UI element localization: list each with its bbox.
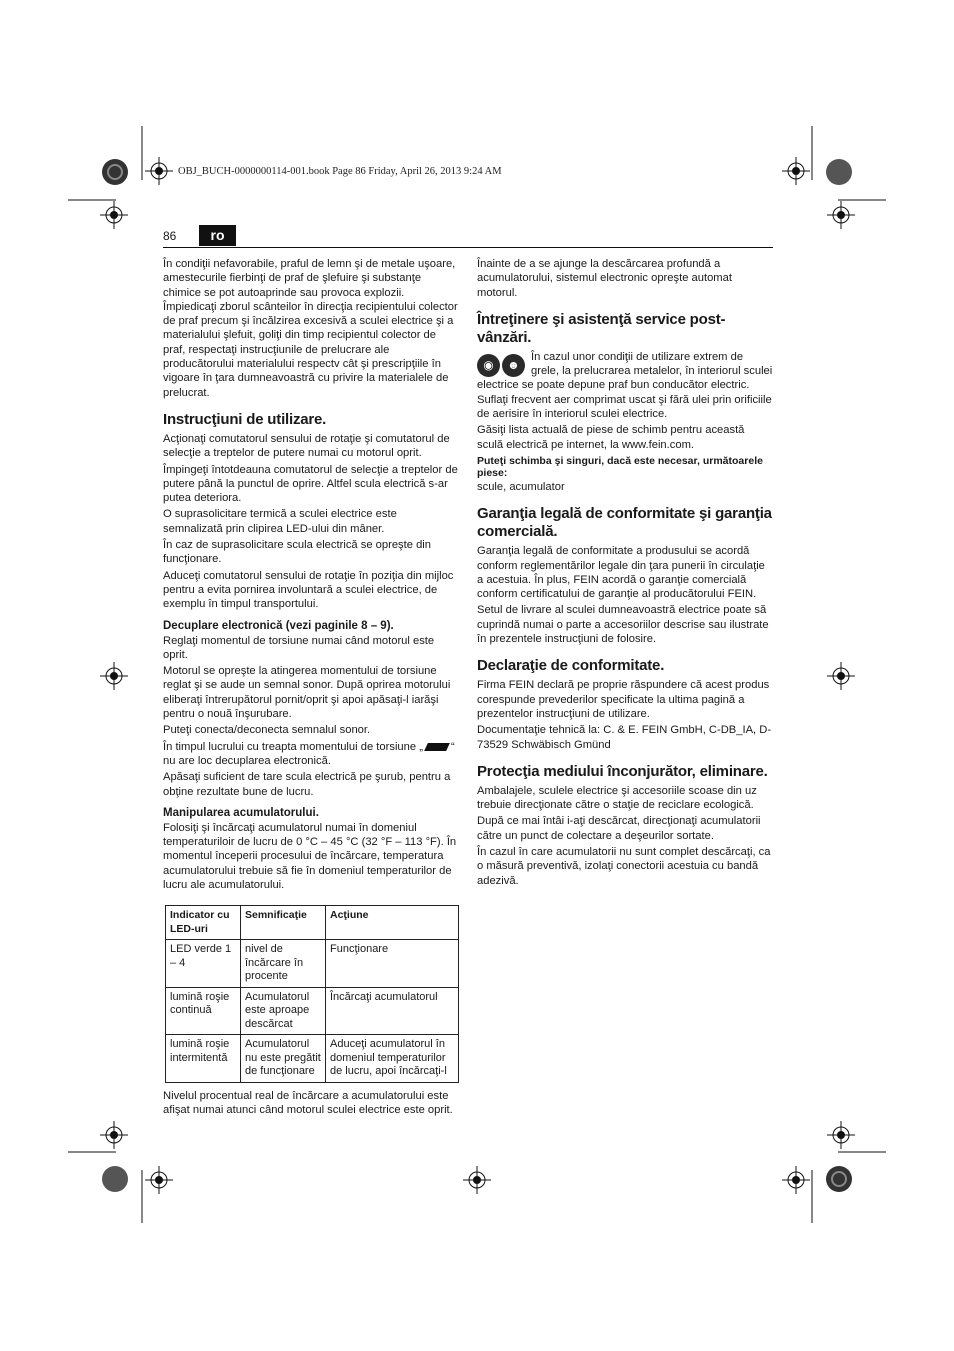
conformity-paragraph: Documentaţie tehnică la: C. & E. FEIN GmbH, C-DB_IA, D-73529 Schwäbisch Gmünd [477, 724, 772, 751]
service-paragraph: Găsiţi lista actuală de piese de schimb pentru această sculă electrică pe internet, la www.fein.com. [477, 424, 745, 451]
language-tab: ro [199, 225, 236, 246]
registration-mark-icon [782, 1166, 810, 1194]
conformity-heading: Declaraţie de conformitate. [477, 657, 665, 675]
table-cell: nivel de încărcare în procente [241, 940, 326, 988]
warranty-heading: Garanţia legală de conformitate şi garanţia comercială. [477, 505, 772, 541]
service-paragraph: În cazul unor condiţii de utilizare extrem de grele, la prelucrarea metalelor, în interiorul sculei electrice se poate depune praf bun conducător electric. Suflaţi frecvent aer comprimat uscat şi fără ulei prin orificiile de aerisire în interiorul sculei electrice. [477, 350, 773, 421]
registration-mark-icon [145, 157, 173, 185]
registration-mark-icon [463, 1166, 491, 1194]
environment-paragraph: Ambalajele, sculele electrice şi accesoriile scoase din uz trebuie direcţionate către o staţie de reciclare ecologică. [477, 784, 757, 812]
table-header: Semnificaţie [241, 906, 326, 940]
decoupling-paragraph: Puteţi conecta/deconecta semnalul sonor. [163, 724, 371, 737]
running-head: OBJ_BUCH-0000000114-001.book Page 86 Friday, April 26, 2013 9:24 AM [178, 166, 502, 177]
deep-discharge-paragraph: Înainte de a se ajunge la descărcarea profundă a acumulatorului, sistemul electronic opreşte automat motorul. [477, 258, 732, 299]
ppe-icons [477, 354, 527, 377]
registration-mark-icon [827, 1121, 855, 1149]
environment-heading: Protecţia mediului înconjurător, eliminare. [477, 762, 768, 780]
table-cell: Funcţionare [326, 940, 459, 988]
service-parts: scule, acumulator [477, 480, 565, 493]
usage-paragraph: În caz de suprasolicitare scula electrică se opreşte din funcţionare. [163, 539, 432, 566]
battery-paragraph: Folosiţi şi încărcaţi acumulatorul numai în domeniul temperaturiloir de lucru de 0 °C – 45 °C (32 °F – 113 °F). În momentul începerii procesului de încărcare, temperatura acumulatorului trebuie să fie în domeniul temperaturilor de lucru ale acumulatorului. [163, 821, 457, 891]
decoupling-text: “ nu are loc decuplarea electronică. [163, 740, 455, 767]
eye-protection-icon: ◉ [477, 354, 500, 377]
warranty-paragraph: Setul de livrare al sculei dumneavoastră electrice poate să cuprindă numai o parte a accesoriilor descrise sau ilustrate în prezentele instrucţiuni de folosire. [477, 604, 769, 646]
battery-heading: Manipularea acumulatorului. [163, 806, 319, 819]
service-heading: Întreţinere şi asistenţă service post-vânzări. [477, 310, 726, 346]
table-header-row [166, 906, 459, 940]
header-rule [163, 247, 773, 248]
table-cell: lumină roşie intermitentă [166, 1035, 241, 1083]
service-block [477, 350, 773, 421]
usage-paragraph: Împingeţi întotdeauna comutatorul de selecţie a treptelor de putere până la punctul de oprire. Altfel scula electrică s-ar putea deteriora. [163, 463, 458, 505]
table-cell: Acumulatorul nu este pregătit de funcţionare [241, 1035, 326, 1083]
registration-mark-icon [782, 157, 810, 185]
table-cell: LED verde 1 – 4 [166, 940, 241, 988]
table-header: Acţiune [326, 906, 459, 940]
table-cell: Aduceţi acumulatorul în domeniul temperaturilor de lucru, apoi încărcaţi-l [326, 1035, 459, 1083]
conformity-paragraph: Firma FEIN declară pe proprie răspundere că acest produs corespunde prevederilor specificate la ultima pagină a prezentelor instrucţiuni de utilizare. [477, 679, 770, 720]
environment-paragraph: În cazul în care acumulatorii nu sunt complet descărcaţi, ca o măsură preventivă, izolaţi conectorii acestuia cu bandă adezivă. [477, 846, 771, 887]
table-header: Indicator cu LED-uri [166, 906, 241, 940]
registration-mark-icon [100, 662, 128, 690]
respirator-icon: ☻ [502, 354, 525, 377]
registration-mark-icon [145, 1166, 173, 1194]
registration-mark-icon [827, 662, 855, 690]
led-indicator-table [165, 905, 459, 1083]
table-row [166, 987, 459, 1035]
left-column [163, 257, 459, 1119]
printer-color-bar-icon [824, 1164, 854, 1194]
table-cell: Acumulatorul este aproape descărcat [241, 987, 326, 1035]
right-column [477, 257, 773, 890]
decoupling-paragraph [163, 740, 459, 769]
environment-paragraph: După ce mai întâi i-aţi descărcat, direcţionaţi acumulatorii către un punct de colectare a deşeurilor sortate. [477, 815, 761, 842]
screw-setting-icon [424, 743, 450, 751]
printer-color-bar-icon [824, 157, 854, 187]
table-cell: Încărcaţi acumulatorul [326, 987, 459, 1035]
usage-heading: Instrucţiuni de utilizare. [163, 410, 327, 428]
table-row [166, 940, 459, 988]
decoupling-paragraph: Reglaţi momentul de torsiune numai când motorul este oprit. [163, 634, 435, 661]
table-row [166, 1035, 459, 1083]
usage-paragraph: Aduceţi comutatorul sensului de rotaţie în poziţia din mijloc pentru a evita pornirea involuntară a sculei electrice, de exemplu în timpul transportului. [163, 569, 454, 611]
battery-paragraph: Nivelul procentual real de încărcare a acumulatorului este afişat numai atunci când motorul sculei electrice este oprit. [163, 1089, 453, 1117]
decoupling-paragraph: Motorul se opreşte la atingerea momentului de torsiune reglat şi se aude un semnal sonor. După oprirea motorului eliberaţi întrerupătorul pornit/oprit şi apoi apăsaţi-l iarăşi pentru o nouă înşurubare. [163, 665, 451, 721]
dust-warning-paragraph: În condiţii nefavorabile, praful de lemn şi de metale uşoare, amestecurile fierbinţi de praf de şlefuire şi substanţe chimice se pot autoaprinde sau provoca explozii. Împiedicaţi zborul scânteilor în direcţia recipientului colector de praf precum şi încălzirea excesivă a sculei electrice şi a materialului şlefuit, goliţi din timp recipientul colector de praf, respectaţi instrucţiunile de prelucrare ale producătorului materialului respectv cât şi prescripţiile în vigoare în ţara dumneavoastră cu privire la materialele de prelucrat. [163, 258, 458, 399]
printer-color-bar-icon [100, 1164, 130, 1194]
decoupling-paragraph: Apăsaţi suficient de tare scula electrică pe şurub, pentru a obţine rezultate bune de lucru. [163, 771, 451, 798]
table-cell: lumină roşie continuă [166, 987, 241, 1035]
registration-mark-icon [100, 1121, 128, 1149]
registration-mark-icon [100, 201, 128, 229]
service-parts-heading: Puteţi schimba şi singuri, dacă este necesar, următoarele piese: [477, 454, 763, 480]
usage-paragraph: O suprasolicitare termică a sculei electrice este semnalizată prin clipirea LED-ului din mâner. [163, 508, 397, 535]
printer-color-bar-icon [100, 157, 130, 187]
decoupling-text: În timpul lucrului cu treapta momentului de torsiune „ [163, 740, 423, 753]
page-number: 86 [163, 229, 177, 243]
usage-paragraph: Acţionaţi comutatorul sensului de rotaţie şi comutatorul de selecţie a treptelor de putere numai cu motorul oprit. [163, 432, 450, 460]
warranty-paragraph: Garanţia legală de conformitate a produsului se acordă conform reglementărilor legale din ţara punerii în circulaţie a acestuia. În plus, FEIN acordă o garanţie comercială conform certificatului de garanţie al producătorului FEIN. [477, 545, 765, 601]
decoupling-heading: Decuplare electronică (vezi paginile 8 – 9). [163, 619, 394, 632]
registration-mark-icon [827, 201, 855, 229]
